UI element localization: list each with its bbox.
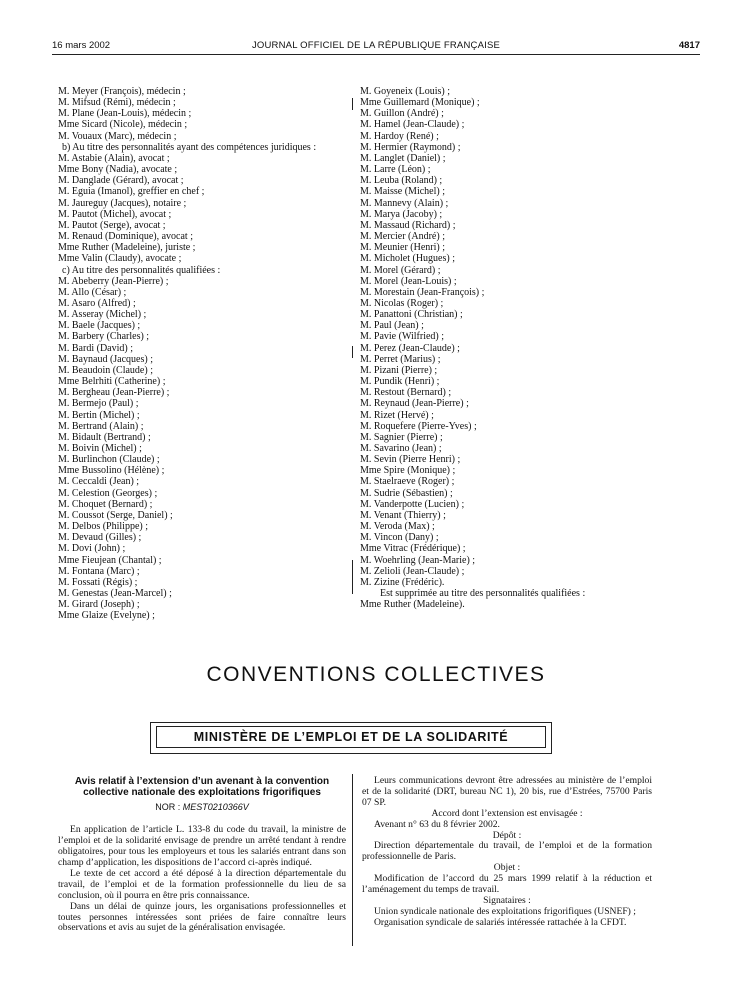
- list-item: M. Pizani (Pierre) ;: [360, 364, 438, 376]
- list-item: M. Roquefere (Pierre-Yves) ;: [360, 420, 477, 432]
- list-item: M. Pavie (Wilfried) ;: [360, 331, 445, 343]
- notice-title: [58, 776, 346, 798]
- ministry-heading: MINISTÈRE DE L’EMPLOI ET DE LA SOLIDARITÉ: [156, 726, 546, 748]
- list-item: M. Fossati (Régis) ;: [58, 576, 138, 588]
- journal-title: JOURNAL OFFICIEL DE LA RÉPUBLIQUE FRANÇAISE: [251, 40, 501, 51]
- list-item: M. Meunier (Henri) ;: [360, 242, 445, 254]
- list-item: M. Morel (Gérard) ;: [360, 264, 441, 276]
- list-item: M. Reynaud (Jean-Pierre) ;: [360, 398, 469, 410]
- list-item: M. Fontana (Marc) ;: [58, 565, 140, 577]
- list-item: Mme Vitrac (Frédérique) ;: [360, 543, 466, 555]
- list-item: M. Celestion (Georges) ;: [58, 487, 158, 499]
- list-item: M. Perez (Jean-Claude) ;: [360, 342, 460, 354]
- list-item: M. Guillon (André) ;: [360, 108, 444, 120]
- list-subheading: c) Au titre des personnalités qualifiées :: [62, 264, 221, 276]
- list-item: M. Allo (César) ;: [58, 286, 127, 298]
- depot-label: Dépôt :: [492, 829, 522, 841]
- notice-paragraph: Dans un délai de quinze jours, les organisations professionnelles et toutes personnes intéressées sont priées de faire connaître leurs observations et avis au sujet de la généralisation envisagée.: [58, 900, 346, 934]
- list-item: M. Massaud (Richard) ;: [360, 219, 456, 231]
- list-item: M. Burlinchon (Claude) ;: [58, 454, 160, 466]
- list-item: M. Bertin (Michel) ;: [58, 409, 140, 421]
- list-item: M. Vincon (Dany) ;: [360, 532, 439, 544]
- list-item: M. Eguia (Imanol), greffier en chef ;: [58, 186, 205, 198]
- list-item: M. Micholet (Hugues) ;: [360, 253, 455, 265]
- list-item: M. Leuba (Roland) ;: [360, 175, 443, 187]
- list-item: M. Veroda (Max) ;: [360, 521, 435, 533]
- list-item: M. Choquet (Bernard) ;: [58, 498, 153, 510]
- right-member-list: [360, 86, 660, 610]
- list-item: Mme Bussolino (Hélène) ;: [58, 465, 165, 477]
- column-divider: [352, 774, 353, 946]
- list-item: M. Sagnier (Pierre) ;: [360, 431, 443, 443]
- list-item: Mme Fieujean (Chantal) ;: [58, 554, 162, 566]
- list-item: M. Perret (Marius) ;: [360, 353, 441, 365]
- list-item: M. Maisse (Michel) ;: [360, 186, 445, 198]
- list-item: M. Marya (Jacoby) ;: [360, 208, 443, 220]
- list-item: M. Ceccaldi (Jean) ;: [58, 476, 140, 488]
- nor-label: NOR :: [155, 802, 181, 813]
- list-item: M. Restout (Bernard) ;: [360, 387, 452, 399]
- list-item: Mme Glaize (Evelyne) ;: [58, 610, 155, 622]
- list-item: M. Sudrie (Sébastien) ;: [360, 487, 453, 499]
- signataire-entry: Organisation syndicale de salariés intéressée rattachée à la CFDT.: [374, 916, 627, 928]
- list-item: M. Girard (Joseph) ;: [58, 599, 140, 611]
- objet-text: Modification de l’accord du 25 mars 1999 relatif à la réduction et l’aménagement du temps de travail.: [362, 873, 652, 896]
- notice-paragraph: En application de l’article L. 133-8 du code du travail, la ministre de l’emploi et de la solidarité envisage de prendre un arrêté tendant à rendre obligatoires, pour tous les employeurs et tous les salariés entrant dans son champ d’application, les dispositions de l’accord ci-après indiqué.: [58, 824, 346, 869]
- page-number: 4817: [678, 40, 700, 51]
- list-item: M. Pundik (Henri) ;: [360, 376, 440, 388]
- signataire-entry: Union syndicale nationale des exploitations frigorifiques (USNEF) ;: [374, 905, 636, 917]
- list-item: M. Jaureguy (Jacques), notaire ;: [58, 197, 187, 209]
- list-item: M. Asaro (Alfred) ;: [58, 297, 136, 309]
- notice-paragraph: Le texte de cet accord a été déposé à la direction départementale du travail, de l’emploi et de la formation professionnelle du lieu de sa conclusion, où il pourra en être pris connaissance.: [58, 867, 346, 901]
- list-item: M. Bergheau (Jean-Pierre) ;: [58, 387, 170, 399]
- list-item: M. Dovi (John) ;: [58, 543, 126, 555]
- list-item: M. Beaudoin (Claude) ;: [58, 364, 153, 376]
- list-subheading: Est supprimée au titre des personnalités qualifiées :: [380, 588, 586, 600]
- list-item: M. Bardi (David) ;: [58, 342, 133, 354]
- list-item: M. Hardoy (René) ;: [360, 130, 439, 142]
- list-item: M. Genestas (Jean-Marcel) ;: [58, 588, 172, 600]
- list-item: M. Meyer (François), médecin ;: [58, 86, 186, 97]
- list-item: M. Zizine (Frédéric).: [360, 576, 445, 588]
- list-item: M. Morel (Jean-Louis) ;: [360, 275, 457, 287]
- list-item: Mme Bony (Nadia), avocate ;: [58, 164, 178, 176]
- list-item: M. Plane (Jean-Louis), médecin ;: [58, 108, 192, 120]
- list-item: M. Vanderpotte (Lucien) ;: [360, 498, 465, 510]
- list-item: M. Bidault (Bertrand) ;: [58, 431, 151, 443]
- list-item: M. Hermier (Raymond) ;: [360, 141, 461, 153]
- list-item: M. Larre (Léon) ;: [360, 164, 431, 176]
- accord-label: Accord dont l’extension est envisagée :: [431, 807, 583, 819]
- list-item: Mme Valin (Claudy), avocate ;: [58, 253, 182, 265]
- objet-label: Objet :: [493, 862, 521, 874]
- list-item: Mme Ruther (Madeleine).: [360, 599, 465, 611]
- section-title: CONVENTIONS COLLECTIVES: [206, 663, 546, 686]
- list-item: M. Coussot (Serge, Daniel) ;: [58, 509, 173, 521]
- nor-code: MEST0210366V: [182, 802, 249, 813]
- revision-bar: [352, 560, 353, 594]
- list-item: M. Panattoni (Christian) ;: [360, 309, 463, 321]
- avenant-reference: Avenant n° 63 du 8 février 2002.: [374, 818, 500, 830]
- revision-bar: [352, 98, 353, 110]
- list-item: M. Zelioli (Jean-Claude) ;: [360, 565, 465, 577]
- list-item: M. Venant (Thierry) ;: [360, 509, 446, 521]
- list-item: Mme Ruther (Madeleine), juriste ;: [58, 242, 196, 254]
- list-item: M. Mannevy (Alain) ;: [360, 197, 449, 209]
- notice-paragraph: Leurs communications devront être adressées au ministère de l’emploi et de la solidarité (DRT, bureau NC 1), 20 bis, rue d’Estrées, 75700 Paris 07 SP.: [362, 775, 652, 808]
- list-item: M. Mifsud (Rémi), médecin ;: [58, 97, 176, 109]
- list-item: M. Mercier (André) ;: [360, 231, 445, 243]
- list-item: M. Astabie (Alain), avocat ;: [58, 152, 170, 164]
- nor-reference: [58, 802, 346, 813]
- list-item: M. Bertrand (Alain) ;: [58, 420, 144, 432]
- notice-left-column: [58, 776, 346, 934]
- list-item: M. Abeberry (Jean-Pierre) ;: [58, 275, 169, 287]
- list-item: M. Woehrling (Jean-Marie) ;: [360, 554, 476, 566]
- depot-text: Direction départementale du travail, de l’emploi et de la formation professionnelle de Paris.: [362, 840, 652, 863]
- notice-title-line: collective nationale des exploitations frigorifiques: [83, 787, 321, 799]
- signataires-label: Signataires :: [483, 894, 531, 906]
- list-item: M. Boivin (Michel) ;: [58, 443, 142, 454]
- list-item: M. Asseray (Michel) ;: [58, 309, 147, 321]
- revision-bar: [352, 346, 353, 358]
- list-subheading: b) Au titre des personnalités ayant des compétences juridiques :: [62, 141, 317, 153]
- left-member-list: [58, 86, 348, 622]
- list-item: M. Delbos (Philippe) ;: [58, 521, 148, 533]
- list-item: M. Danglade (Gérard), avocat ;: [58, 175, 184, 187]
- list-item: M. Baynaud (Jacques) ;: [58, 353, 153, 365]
- list-item: M. Savarino (Jean) ;: [360, 443, 442, 454]
- list-item: M. Nicolas (Roger) ;: [360, 297, 444, 309]
- list-item: M. Devaud (Gilles) ;: [58, 532, 142, 544]
- list-item: M. Renaud (Dominique), avocat ;: [58, 231, 193, 243]
- list-item: M. Sevin (Pierre Henri) ;: [360, 454, 461, 466]
- list-item: M. Bermejo (Paul) ;: [58, 398, 139, 410]
- list-item: M. Paul (Jean) ;: [360, 320, 424, 332]
- list-item: M. Pautot (Michel), avocat ;: [58, 208, 172, 220]
- list-item: M. Pautot (Serge), avocat ;: [58, 219, 166, 231]
- list-item: M. Vouaux (Marc), médecin ;: [58, 130, 177, 142]
- list-item: M. Goyeneix (Louis) ;: [360, 86, 450, 97]
- list-item: M. Staelraeve (Roger) ;: [360, 476, 455, 488]
- list-item: Mme Belrhiti (Catherine) ;: [58, 376, 166, 388]
- notice-right-column: [362, 776, 652, 929]
- header-rule: [52, 54, 700, 55]
- list-item: M. Rizet (Hervé) ;: [360, 409, 434, 421]
- list-item: M. Langlet (Daniel) ;: [360, 152, 446, 164]
- list-item: Mme Spire (Monique) ;: [360, 465, 456, 477]
- list-item: M. Baele (Jacques) ;: [58, 320, 141, 332]
- list-item: M. Hamel (Jean-Claude) ;: [360, 119, 465, 131]
- list-item: M. Barbery (Charles) ;: [58, 331, 150, 343]
- issue-date: 16 mars 2002: [52, 40, 111, 51]
- list-item: Mme Guillemard (Monique) ;: [360, 97, 480, 109]
- list-item: M. Morestain (Jean-François) ;: [360, 286, 485, 298]
- list-item: Mme Sicard (Nicole), médecin ;: [58, 119, 188, 131]
- notice-title-line: Avis relatif à l’extension d’un avenant à la convention: [74, 776, 330, 787]
